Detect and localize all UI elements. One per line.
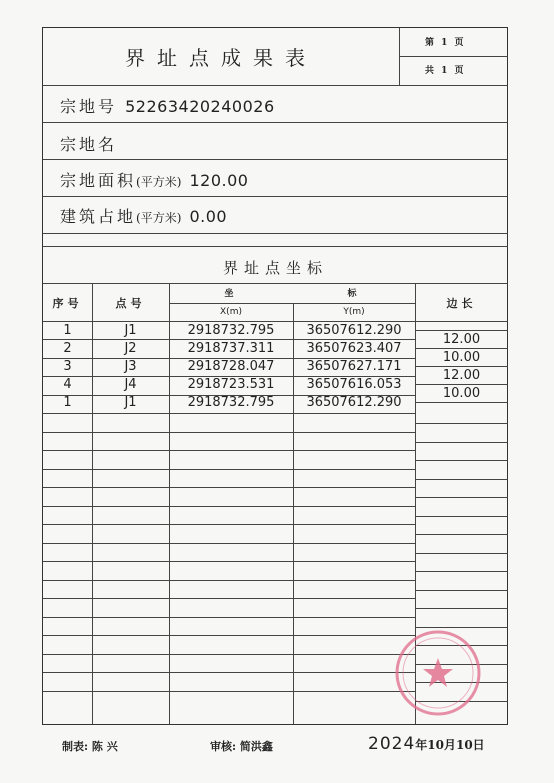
column-header-edge: 边长 [446, 297, 477, 310]
seq-cell: 2 [63, 341, 72, 356]
row-divider [43, 524, 415, 525]
divider [43, 196, 508, 197]
page-current: 第 1 页 [425, 38, 466, 48]
point-cell: J1 [124, 395, 137, 410]
parcel-area-row [60, 168, 248, 191]
row-divider [415, 534, 508, 535]
divider [169, 303, 415, 304]
parcel-number-value: 52263420240026 [125, 97, 275, 116]
row-divider [43, 432, 415, 433]
row-divider [43, 672, 415, 673]
row-divider [415, 460, 508, 461]
divider [43, 122, 508, 123]
parcel-name-row [60, 132, 117, 155]
x-cell: 2918732.795 [187, 323, 275, 338]
row-divider [43, 580, 415, 581]
row-divider [415, 402, 508, 403]
row-divider [43, 561, 415, 562]
column-header-coord: 坐 [224, 289, 238, 299]
building-area-row [60, 204, 227, 227]
parcel-number-label: 宗地号 [60, 97, 118, 116]
row-divider [415, 479, 508, 480]
checker-label: 审核: 简洪鑫 [210, 740, 273, 753]
row-divider [415, 553, 508, 554]
column-header-point: 点号 [115, 297, 146, 310]
row-divider [43, 506, 415, 507]
x-cell: 2918732.795 [187, 395, 275, 410]
parcel-name-label: 宗地名 [60, 135, 118, 154]
building-area-label: 建筑占地 [60, 207, 137, 226]
maker-label: 制表: 陈 兴 [62, 740, 118, 753]
divider [43, 85, 508, 86]
x-cell: 2918723.531 [187, 377, 275, 392]
row-divider [415, 571, 508, 572]
row-divider [415, 497, 508, 498]
seq-cell: 3 [63, 359, 72, 374]
date-label [368, 734, 485, 754]
seq-cell: 4 [63, 377, 72, 392]
parcel-area-value: 120.00 [189, 171, 249, 190]
point-cell: J2 [124, 341, 137, 356]
point-cell: J4 [124, 377, 137, 392]
row-divider [415, 590, 508, 591]
row-divider [43, 469, 415, 470]
result-table-frame [42, 27, 508, 725]
divider [43, 159, 508, 160]
row-divider [43, 617, 415, 618]
row-divider [43, 691, 415, 692]
divider [399, 56, 508, 57]
row-divider [43, 487, 415, 488]
row-divider [415, 516, 508, 517]
y-cell: 36507627.171 [306, 359, 402, 374]
y-cell: 36507612.290 [306, 395, 402, 410]
edge-length-cell: 12.00 [442, 332, 481, 347]
column-header-x: X(m) [220, 307, 242, 317]
parcel-number-row [60, 94, 275, 117]
divider [43, 246, 508, 247]
y-cell: 36507623.407 [306, 341, 402, 356]
document-title: 界址点成果表 [125, 46, 317, 70]
seq-cell: 1 [63, 395, 72, 410]
seq-cell: 1 [63, 323, 72, 338]
y-cell: 36507616.053 [306, 377, 402, 392]
row-divider [43, 598, 415, 599]
building-area-value: 0.00 [189, 207, 228, 226]
row-divider [415, 608, 508, 609]
point-cell: J1 [124, 323, 137, 338]
date-month-day: 年10月10日 [415, 738, 485, 752]
row-divider [43, 413, 415, 414]
row-divider [415, 442, 508, 443]
date-year: 2024 [368, 734, 416, 754]
column-header-y: Y(m) [343, 307, 365, 317]
row-divider [415, 423, 508, 424]
building-area-unit: (平方米) [136, 211, 182, 225]
edge-length-cell: 10.00 [442, 350, 481, 365]
x-cell: 2918737.311 [187, 341, 275, 356]
edge-length-cell: 12.00 [442, 368, 481, 383]
divider [43, 283, 508, 284]
edge-length-cell: 10.00 [442, 386, 481, 401]
row-divider [43, 654, 415, 655]
parcel-area-label: 宗地面积 [60, 171, 137, 190]
page-total: 共 1 页 [425, 66, 466, 76]
column-header-coord-2: 标 [347, 289, 361, 299]
parcel-area-unit: (平方米) [136, 175, 182, 189]
column-header-seq: 序号 [52, 297, 83, 310]
row-divider [43, 450, 415, 451]
x-cell: 2918728.047 [187, 359, 275, 374]
y-cell: 36507612.290 [306, 323, 402, 338]
divider [43, 233, 508, 234]
row-divider [43, 543, 415, 544]
section-title: 界址点坐标 [222, 259, 328, 277]
row-divider [43, 635, 415, 636]
point-cell: J3 [124, 359, 137, 374]
company-seal-icon [393, 628, 483, 718]
